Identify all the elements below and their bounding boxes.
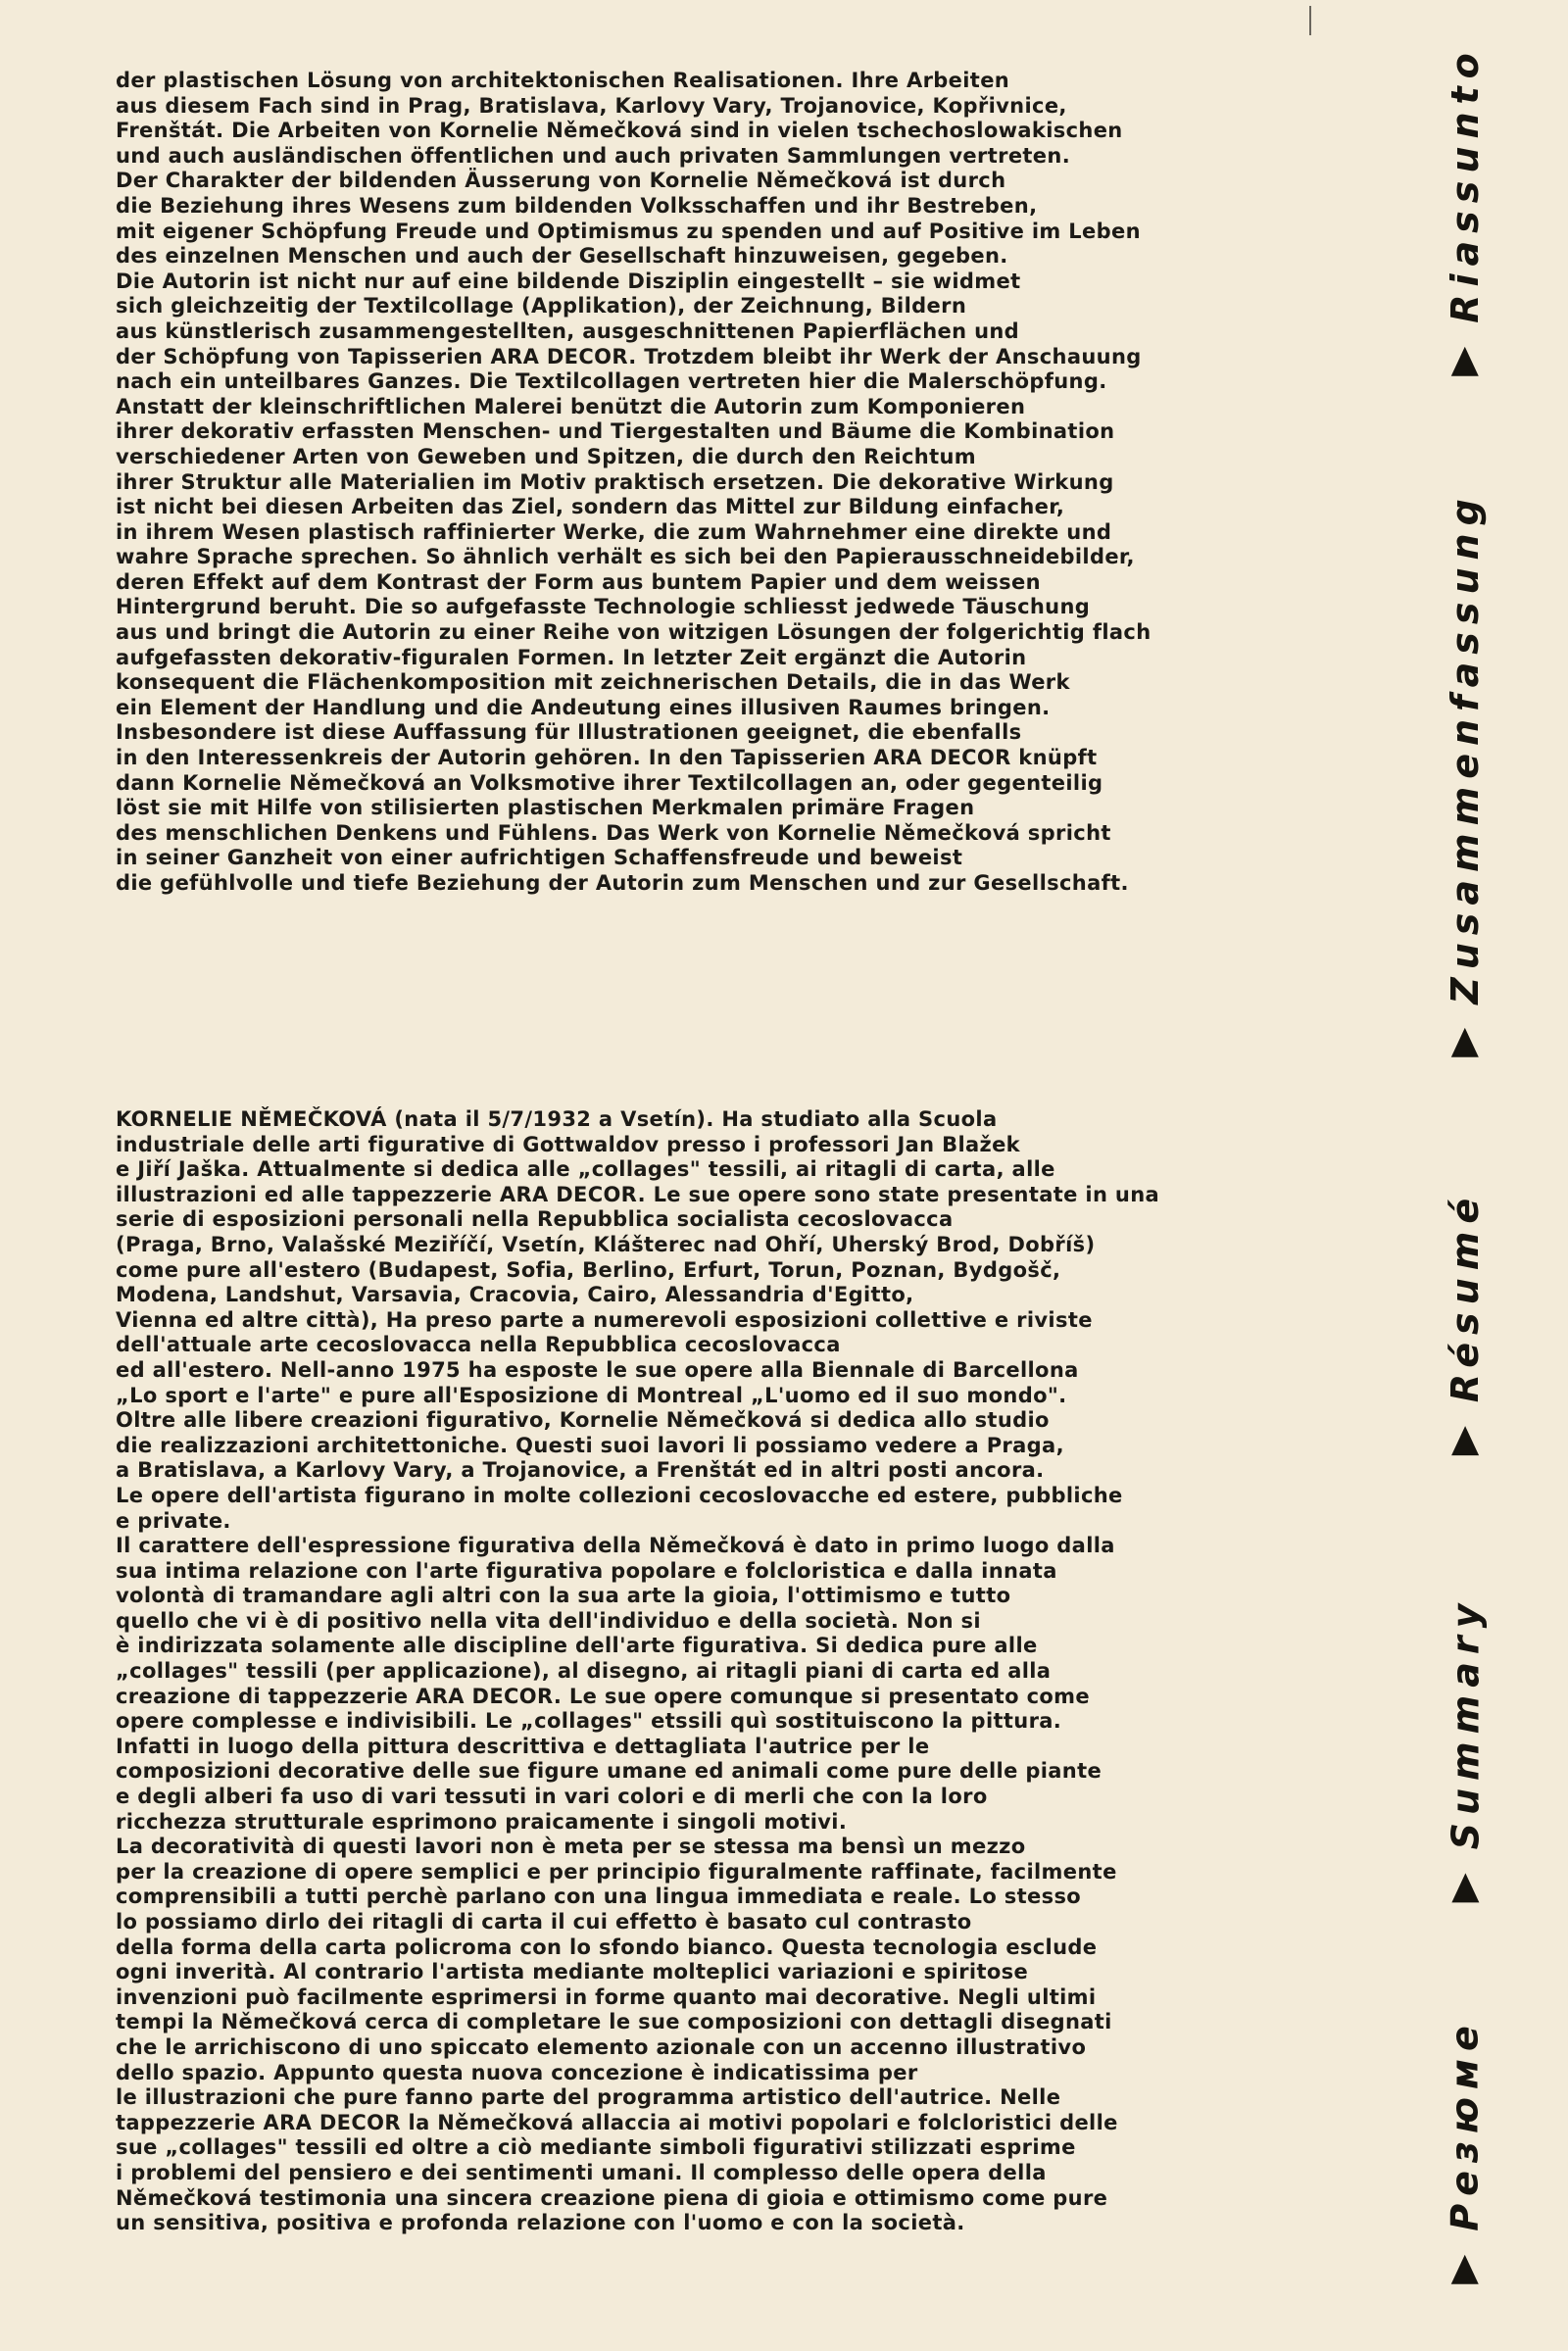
triangle-marker-icon — [1451, 1426, 1479, 1455]
side-label-text: Zusammenfassung — [1444, 491, 1488, 1004]
text-line: konsequent die Flächenkomposition mit zeichnerischen Details, die in das Werk — [116, 670, 1070, 695]
text-line: dello spazio. Appunto questa nuova concezione è indicatissima per — [116, 2060, 918, 2084]
text-line: che le arrichiscono di uno spiccato elemento azionale con un accenno illustrativo — [116, 2034, 1087, 2059]
text-line: nach ein unteilbares Ganzes. Die Textilcollagen vertreten hier die Malerschöpfung. — [116, 369, 1107, 394]
text-line: des einzelnen Menschen und auch der Gesellschaft hinzuweisen, gegeben. — [116, 244, 1008, 269]
triangle-marker-icon — [1451, 1028, 1479, 1057]
text-line: lo possiamo dirlo dei ritagli di carta il cui effetto è basato cul contrasto — [116, 1910, 972, 1934]
italian-summary-text — [116, 1107, 1243, 2236]
text-line: KORNELIE NĚMEČKOVÁ (nata il 5/7/1932 a Vsetín). Ha studiato alla Scuola — [116, 1107, 998, 1131]
text-line: „Lo sport e l'arte" e pure all'Esposizione di Montreal „L'uomo ed il suo mondo". — [116, 1383, 1067, 1407]
text-line: der plastischen Lösung von architektonischen Realisationen. Ihre Arbeiten — [116, 69, 1010, 92]
text-line: Anstatt der kleinschriftlichen Malerei benützt die Autorin zum Komponieren — [116, 394, 1026, 418]
text-line: in ihrem Wesen plastisch raffinierter Werke, die zum Wahrnehmer eine direkte und — [116, 519, 1112, 544]
side-label-text: Résumé — [1444, 1190, 1487, 1403]
text-line: La decoratività di questi lavori non è meta per se stessa ma bensì un mezzo — [116, 1835, 1026, 1859]
text-line: illustrazioni ed alle tappezzerie ARA DECOR. Le sue opere sono state presentate in una — [116, 1182, 1160, 1206]
text-line: invenzioni può facilmente esprimersi in forme quanto mai decorative. Negli ultimi — [116, 1984, 1097, 2009]
text-line: comprensibili a tutti perchè parlano con una lingua immediata e reale. Lo stesso — [116, 1885, 1082, 1909]
text-line: dell'attuale arte cecoslovacca nella Repubblica cecoslovacca — [116, 1333, 841, 1357]
text-line: Infatti in luogo della pittura descrittiva e dettagliata l'autrice per le — [116, 1734, 930, 1758]
text-line: a Bratislava, a Karlovy Vary, a Trojanovice, a Frenštát ed in altri posti ancora. — [116, 1458, 1045, 1483]
text-line: ist nicht bei diesen Arbeiten das Ziel, sondern das Mittel zur Bildung einfacher, — [116, 495, 1065, 519]
text-line: composizioni decorative delle sue figure umane ed animali come pure delle piante — [116, 1759, 1102, 1784]
side-label-resume — [1441, 1186, 1490, 1460]
text-line: die Beziehung ihres Wesens zum bildenden Volksschaffen und ihr Bestreben, — [116, 193, 1038, 218]
text-line: come pure all'estero (Budapest, Sofia, Berlino, Erfurt, Torun, Poznan, Bydgošč, — [116, 1257, 1061, 1282]
text-line: aufgefassten dekorativ-figuralen Formen. In letzter Zeit ergänzt die Autorin — [116, 645, 1027, 669]
text-line: Vienna ed altre città), Ha preso parte a numerevoli esposizioni collettive e riviste — [116, 1307, 1093, 1332]
text-line: Frenštát. Die Arbeiten von Kornelie Němečková sind in vielen tschechoslowakischen — [116, 119, 1123, 143]
text-line: opere complesse e indivisibili. Le „collages" etssili quì sostituiscono la pittura. — [116, 1709, 1062, 1734]
triangle-marker-icon — [1451, 347, 1479, 376]
text-line: sua intima relazione con l'arte figurativa popolare e folcloristica e dalla innata — [116, 1558, 1057, 1583]
text-line: ein Element der Handlung und die Andeutung eines illusiven Raumes bringen. — [116, 695, 1051, 719]
text-line: creazione di tappezzerie ARA DECOR. Le sue opere comunque si presentato come — [116, 1684, 1090, 1708]
text-line: le illustrazioni che pure fanno parte del programma artistico dell'autrice. Nelle — [116, 2085, 1061, 2110]
text-line: ihrer Struktur alle Materialien im Motiv praktisch ersetzen. Die dekorative Wirkung — [116, 469, 1114, 494]
side-label-zusammenfassung — [1441, 491, 1490, 1039]
text-line: per la creazione di opere semplici e per principio figuralmente raffinate, facilmente — [116, 1859, 1117, 1884]
text-line: e private. — [116, 1508, 231, 1533]
text-line: in seiner Ganzheit von einer aufrichtigen Schaffensfreude und beweist — [116, 846, 963, 870]
text-line: die realizzazioni architettoniche. Questi suoi lavori li possiamo vedere a Praga, — [116, 1433, 1064, 1457]
side-label-text: Summary — [1444, 1595, 1488, 1850]
text-line: tempi la Němečková cerca di completare le sue composizioni con dettagli disegnati — [116, 2010, 1112, 2034]
side-label-riassunto — [1441, 45, 1490, 372]
text-line: sue „collages" tessili ed oltre a ciò mediante simboli figurativi stilizzati esprime — [116, 2135, 1076, 2160]
text-line: löst sie mit Hilfe von stilisierten plastischen Merkmalen primäre Fragen — [116, 796, 975, 820]
text-line: serie di esposizioni personali nella Repubblica socialista cecoslovacca — [116, 1207, 954, 1232]
text-line: deren Effekt auf dem Kontrast der Form aus buntem Papier und dem weissen — [116, 569, 1041, 594]
text-line: die gefühlvolle und tiefe Beziehung der Autorin zum Menschen und zur Gesellschaft. — [116, 871, 1129, 895]
text-line: Hintergrund beruht. Die so aufgefasste Technologie schliesst jedwede Täuschung — [116, 595, 1091, 619]
text-line: della forma della carta policroma con lo sfondo bianco. Questa tecnologia esclude — [116, 1935, 1098, 1959]
text-line: i problemi del pensiero e dei sentimenti umani. Il complesso delle opera della — [116, 2160, 1047, 2184]
text-line: Němečková testimonia una sincera creazione piena di gioia e ottimismo come pure — [116, 2185, 1108, 2210]
text-line: ricchezza strutturale esprimono praicamente i singoli motivi. — [116, 1809, 848, 1834]
side-label-summary — [1441, 1595, 1490, 1891]
side-label-text: Резюме — [1444, 2018, 1488, 2231]
text-line: aus und bringt die Autorin zu einer Reihe von witzigen Lösungen der folgerichtig flach — [116, 620, 1152, 645]
side-label-text: Riassunto — [1444, 45, 1488, 323]
text-line: volontà di tramandare agli altri con la sua arte la gioia, l'ottimismo e tutto — [116, 1584, 1011, 1608]
text-line: ogni inverità. Al contrario l'artista mediante molteplici variazioni e spiritose — [116, 1960, 1029, 1984]
text-line: Oltre alle libere creazioni figurativo, Kornelie Němečková si dedica allo studio — [116, 1408, 1050, 1433]
text-line: quello che vi è di positivo nella vita dell'individuo e della società. Non si — [116, 1608, 981, 1633]
text-line: aus künstlerisch zusammengestellten, ausgeschnittenen Papierflächen und — [116, 318, 1020, 343]
text-line: ed all'estero. Nell-anno 1975 ha esposte le sue opere alla Biennale di Barcellona — [116, 1357, 1079, 1382]
text-line: verschiedener Arten von Geweben und Spitzen, die durch den Reichtum — [116, 444, 976, 468]
text-line: è indirizzata solamente alle discipline dell'arte figurativa. Si dedica pure alle — [116, 1634, 1038, 1658]
text-line: sich gleichzeitig der Textilcollage (Applikation), der Zeichnung, Bildern — [116, 294, 967, 318]
text-line: e degli alberi fa uso di vari tessuti in vari colori e di merli che con la loro — [116, 1785, 988, 1809]
text-line: wahre Sprache sprechen. So ähnlich verhält es sich bei den Papierausschneidebilder, — [116, 545, 1135, 569]
text-line: Die Autorin ist nicht nur auf eine bildende Disziplin eingestellt – sie widmet — [116, 269, 1021, 293]
text-line: Le opere dell'artista figurano in molte collezioni cecoslovacche ed estere, pubbliche — [116, 1483, 1123, 1507]
text-line: (Praga, Brno, Valašské Meziříčí, Vsetín, Klášterec nad Ohří, Uherský Brod, Dobříš) — [116, 1232, 1096, 1256]
page-corner-mark — [1309, 6, 1311, 35]
text-line: e Jiří Jaška. Attualmente si dedica alle „collages" tessili, ai ritagli di carta, alle — [116, 1157, 1055, 1182]
text-line: der Schöpfung von Tapisserien ARA DECOR. Trotzdem bleibt ihr Werk der Anschauung — [116, 344, 1142, 368]
text-line: und auch ausländischen öffentlichen und auch privaten Sammlungen vertreten. — [116, 143, 1071, 168]
text-line: tappezzerie ARA DECOR la Němečková allaccia ai motivi popolari e folcloristici delle — [116, 2110, 1118, 2134]
text-line: Der Charakter der bildenden Äusserung von Kornelie Němečková ist durch — [116, 169, 1006, 193]
side-label-rezyume — [1441, 2018, 1490, 2274]
triangle-marker-icon — [1451, 1873, 1479, 1902]
triangle-marker-icon — [1451, 2255, 1479, 2284]
text-line: ihrer dekorativ erfassten Menschen- und Tiergestalten und Bäume die Kombination — [116, 419, 1115, 444]
text-line: mit eigener Schöpfung Freude und Optimismus zu spenden und auf Positive im Leben — [116, 219, 1141, 243]
text-line: „collages" tessili (per applicazione), al disegno, ai ritagli piani di carta ed alla — [116, 1659, 1052, 1684]
text-line: in den Interessenkreis der Autorin gehören. In den Tapisserien ARA DECOR knüpft — [116, 746, 1098, 770]
german-summary-text — [116, 69, 1243, 897]
text-line: Modena, Landshut, Varsavia, Cracovia, Cairo, Alessandria d'Egitto, — [116, 1283, 914, 1307]
text-line: aus diesem Fach sind in Prag, Bratislava, Karlovy Vary, Trojanovice, Kopřivnice, — [116, 93, 1067, 118]
text-line: des menschlichen Denkens und Fühlens. Das Werk von Kornelie Němečková spricht — [116, 820, 1111, 845]
text-line: un sensitiva, positiva e profonda relazione con l'uomo e con la società. — [116, 2211, 965, 2235]
text-line: Insbesondere ist diese Auffassung für Illustrationen geeignet, die ebenfalls — [116, 720, 1022, 745]
text-line: dann Kornelie Němečková an Volksmotive ihrer Textilcollagen an, oder gegenteilig — [116, 770, 1103, 795]
text-line: industriale delle arti figurative di Gottwaldov presso i professori Jan Blažek — [116, 1132, 1020, 1156]
text-line: Il carattere dell'espressione figurativa della Němečková è dato in primo luogo dalla — [116, 1534, 1115, 1558]
